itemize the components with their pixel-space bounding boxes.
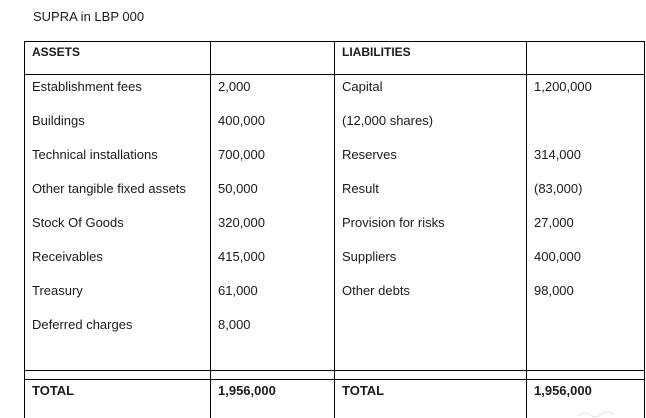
liability-label: Capital [342, 79, 383, 94]
liability-label: Provision for risks [342, 215, 445, 230]
liability-value: (83,000) [534, 181, 583, 196]
total-row [25, 380, 645, 418]
asset-label: Establishment fees [32, 79, 142, 94]
asset-value: 50,000 [218, 181, 258, 196]
liability-label: Other debts [342, 283, 410, 298]
asset-value: 8,000 [218, 317, 251, 332]
liability-label: Result [342, 181, 379, 196]
balance-sheet-table [24, 41, 645, 418]
liability-value: 1,200,000 [534, 79, 592, 94]
liabilities-header: LIABILITIES [335, 42, 527, 75]
table-header-row [25, 42, 645, 75]
liability-value: 400,000 [534, 249, 581, 264]
liability-label: (12,000 shares) [342, 113, 434, 128]
liabilities-labels-cell [335, 75, 527, 371]
asset-label: Deferred charges [32, 317, 133, 332]
assets-values-cell [211, 75, 335, 371]
liability-value [534, 109, 644, 143]
liability-label: Suppliers [342, 249, 397, 264]
watermark-mark [576, 410, 616, 418]
asset-value: 415,000 [218, 249, 265, 264]
asset-label: Buildings [32, 113, 85, 128]
liabilities-total-label: TOTAL [335, 380, 527, 418]
asset-value: 700,000 [218, 147, 265, 162]
liability-value: 314,000 [534, 147, 581, 162]
liabilities-values-cell [527, 75, 645, 371]
assets-value-header [211, 42, 335, 75]
table-body-row [25, 75, 645, 371]
asset-value: 320,000 [218, 215, 265, 230]
asset-value: 61,000 [218, 283, 258, 298]
document-title: SUPRA in LBP 000 [33, 9, 145, 24]
asset-label: Stock Of Goods [32, 215, 124, 230]
asset-label: Other tangible fixed assets [32, 181, 186, 196]
asset-value: 2,000 [218, 79, 251, 94]
assets-total-label: TOTAL [25, 380, 211, 418]
asset-label: Technical installations [32, 147, 158, 162]
assets-total-value: 1,956,000 [211, 380, 335, 418]
spacer-row [25, 371, 645, 380]
liability-label: Reserves [342, 147, 397, 162]
asset-label: Treasury [32, 283, 83, 298]
liabilities-total-value: 1,956,000 [527, 380, 645, 418]
liabilities-value-header [527, 42, 645, 75]
liability-value: 27,000 [534, 215, 574, 230]
liability-value: 98,000 [534, 283, 574, 298]
assets-labels-cell [25, 75, 211, 371]
asset-label: Receivables [32, 249, 103, 264]
assets-header: ASSETS [25, 42, 211, 75]
asset-value: 400,000 [218, 113, 265, 128]
